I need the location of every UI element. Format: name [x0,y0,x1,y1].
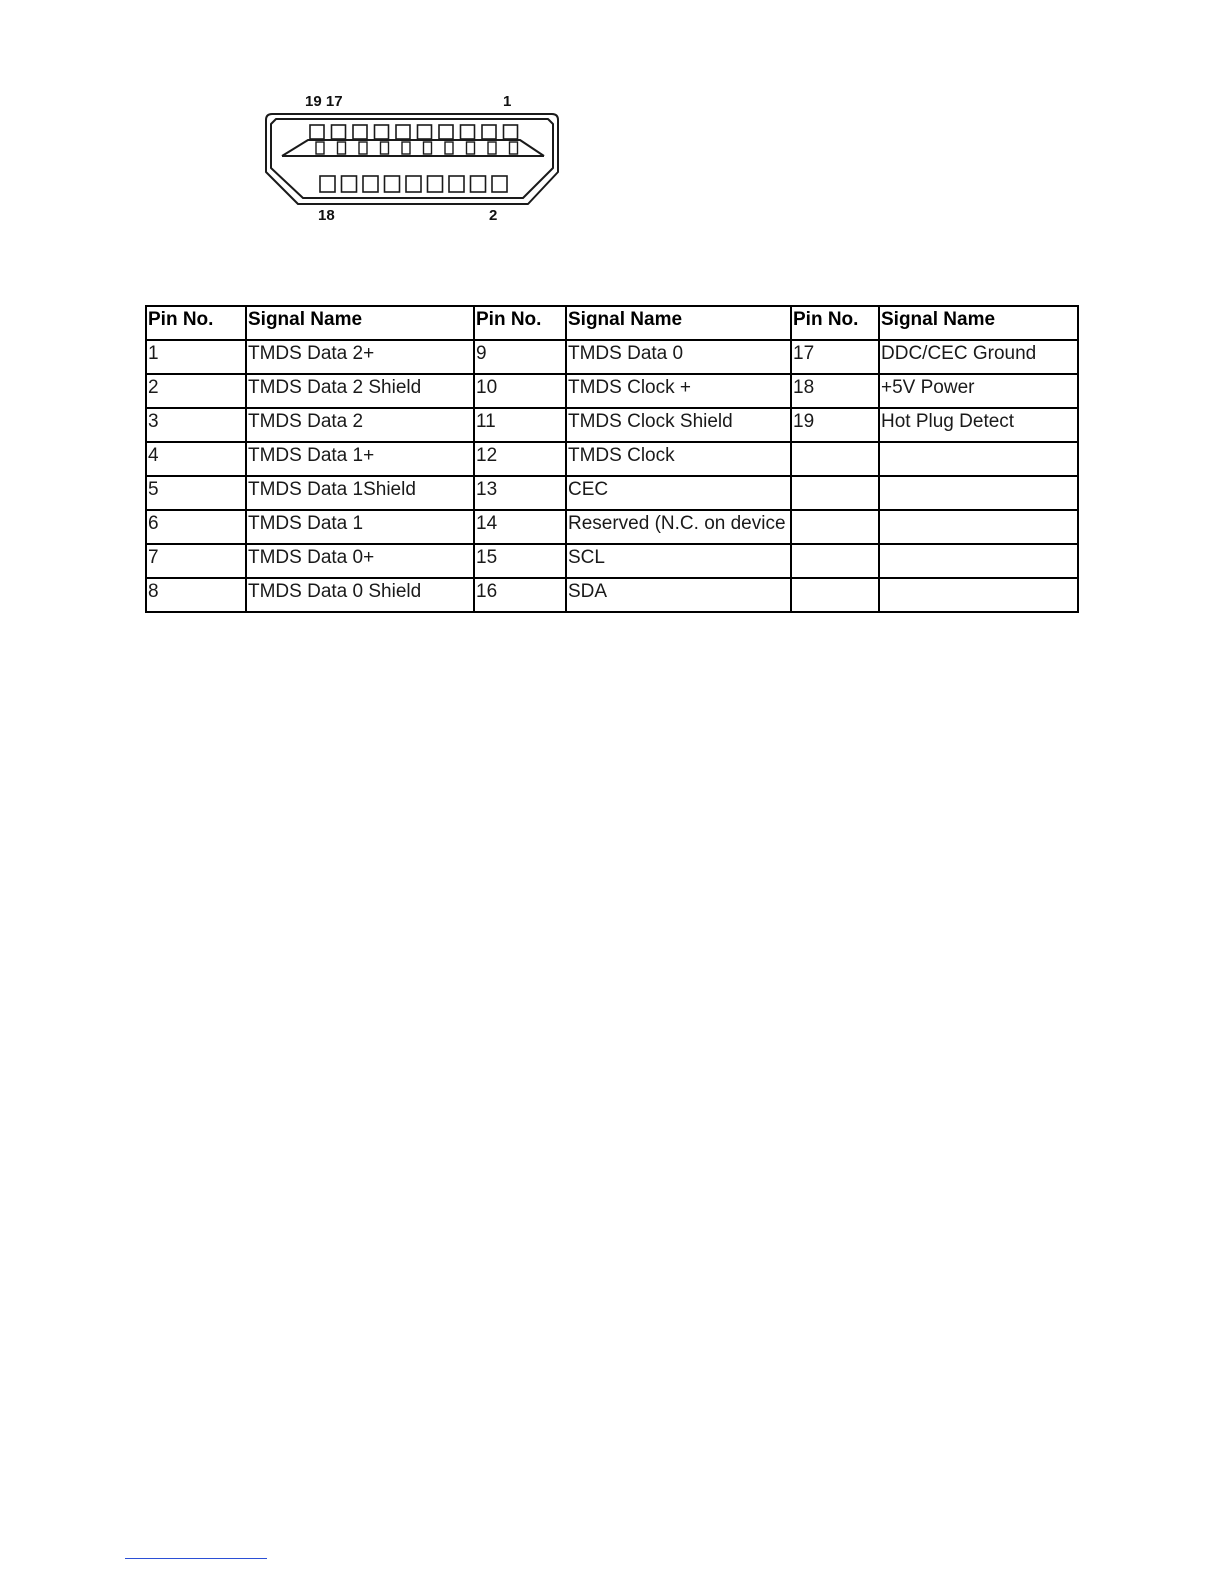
signal-name-cell: TMDS Clock [566,442,791,476]
signal-name-cell: TMDS Data 2 Shield [246,374,474,408]
signal-name-cell [879,442,1078,476]
signal-name-cell: TMDS Data 0 [566,340,791,374]
pin-label-top-right: 1 [503,93,512,110]
table-row [146,510,1078,544]
pin-label-bottom-left: 18 [318,207,335,224]
signal-name-cell: +5V Power [879,374,1078,408]
connector-pin-bottom [428,176,443,192]
signal-name-cell: Hot Plug Detect [879,408,1078,442]
connector-pin-bottom [320,176,335,192]
header-signal-name: Signal Name [566,306,791,340]
signal-name-cell: TMDS Clock + [566,374,791,408]
signal-name-cell: SDA [566,578,791,612]
connector-pin-bottom [492,176,507,192]
signal-name-cell: CEC [566,476,791,510]
signal-name-cell: TMDS Data 1+ [246,442,474,476]
connector-pin-top [396,125,410,139]
header-signal-name: Signal Name [879,306,1078,340]
connector-contact [359,142,367,154]
table-row [146,340,1078,374]
signal-name-cell: DDC/CEC Ground [879,340,1078,374]
signal-name-cell: TMDS Data 2 [246,408,474,442]
pin-number-cell: 1 [146,340,246,374]
pin-number-cell: 15 [474,544,566,578]
header-pin-no: Pin No. [474,306,566,340]
table-row [146,374,1078,408]
pin-number-cell: 12 [474,442,566,476]
pin-number-cell: 17 [791,340,879,374]
connector-contact [488,142,496,154]
connector-contact [424,142,432,154]
connector-contact [381,142,389,154]
connector-pin-top [504,125,518,139]
pin-number-cell [791,510,879,544]
connector-pin-top [482,125,496,139]
pin-number-cell [791,544,879,578]
pin-number-cell [791,442,879,476]
connector-pin-bottom [471,176,486,192]
pin-number-cell: 10 [474,374,566,408]
connector-contact [338,142,346,154]
connector-pin-top [310,125,324,139]
pin-number-cell: 3 [146,408,246,442]
signal-name-cell: Reserved (N.C. on device [566,510,791,544]
pin-assignment-table [145,305,1079,613]
signal-name-cell: SCL [566,544,791,578]
connector-pin-top [353,125,367,139]
connector-contact [445,142,453,154]
header-pin-no: Pin No. [791,306,879,340]
connector-contact [402,142,410,154]
connector-contact [467,142,475,154]
table-header-row [146,306,1078,340]
pin-number-cell: 11 [474,408,566,442]
connector-pin-top [439,125,453,139]
signal-name-cell [879,476,1078,510]
pin-number-cell: 6 [146,510,246,544]
pin-number-cell [791,578,879,612]
connector-pin-top [375,125,389,139]
pin-label-top-left: 19 17 [305,93,343,110]
table-row [146,408,1078,442]
pin-number-cell: 8 [146,578,246,612]
connector-pin-top [461,125,475,139]
connector-pin-bottom [406,176,421,192]
pin-number-cell: 7 [146,544,246,578]
signal-name-cell: TMDS Data 1Shield [246,476,474,510]
header-pin-no: Pin No. [146,306,246,340]
pin-number-cell: 14 [474,510,566,544]
signal-name-cell [879,510,1078,544]
pin-label-bottom-right: 2 [489,207,498,224]
connector-pin-top [418,125,432,139]
pin-number-cell: 18 [791,374,879,408]
hdmi-connector-diagram [258,86,568,236]
table-row [146,476,1078,510]
connector-pin-bottom [363,176,378,192]
table-row [146,578,1078,612]
pin-number-cell: 16 [474,578,566,612]
table-row [146,544,1078,578]
footnote-separator [125,1558,267,1559]
connector-contact [316,142,324,154]
signal-name-cell: TMDS Data 0 Shield [246,578,474,612]
table-row [146,442,1078,476]
connector-pin-bottom [385,176,400,192]
signal-name-cell: TMDS Clock Shield [566,408,791,442]
pin-number-cell: 5 [146,476,246,510]
connector-pin-top [332,125,346,139]
signal-name-cell [879,578,1078,612]
signal-name-cell: TMDS Data 1 [246,510,474,544]
header-signal-name: Signal Name [246,306,474,340]
pin-number-cell: 19 [791,408,879,442]
signal-name-cell: TMDS Data 2+ [246,340,474,374]
pin-number-cell [791,476,879,510]
connector-contact [510,142,518,154]
signal-name-cell: TMDS Data 0+ [246,544,474,578]
pin-number-cell: 4 [146,442,246,476]
pin-number-cell: 2 [146,374,246,408]
connector-pin-bottom [342,176,357,192]
signal-name-cell [879,544,1078,578]
pin-number-cell: 13 [474,476,566,510]
connector-pin-bottom [449,176,464,192]
pin-number-cell: 9 [474,340,566,374]
